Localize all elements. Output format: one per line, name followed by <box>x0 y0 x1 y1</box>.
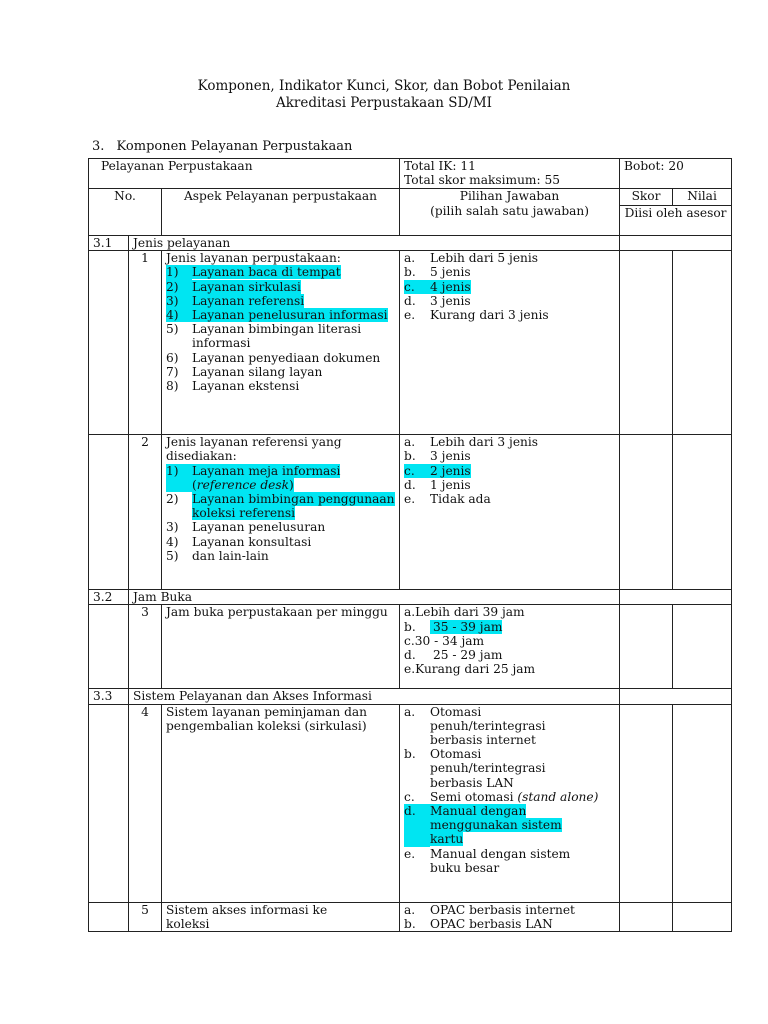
skor-cell <box>620 435 673 590</box>
section-num: 3.3 <box>89 689 129 704</box>
col-nilai: Nilai <box>673 189 732 206</box>
aspect-text: Jenis layanan perpustakaan: <box>166 251 341 266</box>
option-item: a. Lebih dari 3 jenis <box>404 435 539 450</box>
item-row-1 <box>89 251 732 435</box>
header-row-1 <box>89 159 732 189</box>
sub-item: 3) Layanan referensi <box>166 293 305 308</box>
section-num: 3.1 <box>89 236 129 251</box>
section-row-3-1 <box>89 236 732 251</box>
item-number: 5 <box>129 902 162 931</box>
sub-item: 8) Layanan ekstensi <box>166 379 300 394</box>
section-number: 3. <box>92 139 105 154</box>
section-row-3-3 <box>89 689 732 704</box>
section-title: Jam Buka <box>129 590 620 605</box>
aspect-text: Sistem akses informasi ke koleksi <box>166 902 328 931</box>
item-row-5 <box>89 902 732 931</box>
option-item: e. Manual dengan sistem buku besar <box>404 846 571 875</box>
col-no: No. <box>89 189 162 236</box>
aspect-cell <box>162 902 400 931</box>
option-item: e. Tidak ada <box>404 492 491 507</box>
options-cell <box>400 704 620 902</box>
col-skor: Skor <box>620 189 673 206</box>
aspect-cell <box>162 704 400 902</box>
item-number: 2 <box>129 435 162 590</box>
sub-item: 3) Layanan penelusuran <box>166 520 326 535</box>
option-list <box>404 705 615 875</box>
aspect-text: Sistem layanan peminjaman dan pengembalian koleksi (sirkulasi) <box>166 704 368 733</box>
item-row-3 <box>89 605 732 689</box>
option-item: e. Kurang dari 3 jenis <box>404 308 549 323</box>
section-row-3-2 <box>89 590 732 605</box>
col-pilihan <box>400 189 620 236</box>
option-item: b. Otomasi penuh/terintegrasi berbasis LAN <box>404 747 546 790</box>
sub-item: 6) Layanan penyediaan dokumen <box>166 350 381 365</box>
option-item: d. 1 jenis <box>404 477 471 492</box>
aspect-text: Jam buka perpustakaan per minggu <box>166 605 388 620</box>
options-cell <box>400 902 620 931</box>
skor-cell <box>620 605 673 689</box>
option-item: a.Lebih dari 39 jam <box>404 605 525 620</box>
option-list <box>404 435 615 506</box>
option-list <box>404 903 615 931</box>
option-item: a. Lebih dari 5 jenis <box>404 251 539 266</box>
option-item-selected: c. 2 jenis <box>404 463 471 478</box>
nilai-cell <box>673 902 732 931</box>
component-name: Pelayanan Perpustakaan <box>89 159 400 189</box>
rubric-table <box>88 158 732 932</box>
option-item: a. Otomasi penuh/terintegrasi berbasis internet <box>404 704 546 748</box>
section-title: Jenis pelayanan <box>129 236 620 251</box>
section-title: Komponen Pelayanan Perpustakaan <box>116 139 353 154</box>
sub-item: 1) Layanan meja informasi (reference desk) <box>166 463 341 492</box>
options-cell <box>400 605 620 689</box>
item-number: 4 <box>129 704 162 902</box>
section-heading <box>92 139 352 154</box>
section-title: Sistem Pelayanan dan Akses Informasi <box>129 689 620 704</box>
aspect-cell <box>162 435 400 590</box>
sub-list <box>166 265 395 393</box>
totals-cell <box>400 159 620 189</box>
col-aspek: Aspek Pelayanan perpustakaan <box>162 189 400 236</box>
bobot: Bobot: 20 <box>620 159 732 189</box>
sub-item: 4) Layanan penelusuran informasi <box>166 308 388 323</box>
skor-cell <box>620 902 673 931</box>
col-pilihan-line2: (pilih salah satu jawaban) <box>430 204 589 218</box>
nilai-cell <box>673 435 732 590</box>
aspect-cell <box>162 605 400 689</box>
sub-item: 2) Layanan bimbingan penggunaan koleksi referensi <box>166 492 395 521</box>
option-item: d. 25 - 29 jam <box>404 648 503 663</box>
sub-item: 7) Layanan silang layan <box>166 364 323 379</box>
options-cell <box>400 251 620 435</box>
item-number: 3 <box>129 605 162 689</box>
skor-cell <box>620 704 673 902</box>
sub-list <box>166 464 395 563</box>
total-skor: Total skor maksimum: 55 <box>404 173 560 187</box>
option-item: b. OPAC berbasis LAN <box>404 916 553 931</box>
sub-item: 5) dan lain-lain <box>166 548 269 563</box>
option-item: e.Kurang dari 25 jam <box>404 662 536 677</box>
options-cell <box>400 435 620 590</box>
sub-item: 4) Layanan konsultasi <box>166 534 312 549</box>
item-number: 1 <box>129 251 162 435</box>
sub-item: 1) Layanan baca di tempat <box>166 265 341 280</box>
document-title-line1: Komponen, Indikator Kunci, Skor, dan Bobot Penilaian <box>197 78 571 94</box>
aspect-text: Jenis layanan referensi yang disediakan: <box>166 435 342 464</box>
option-item: c. Semi otomasi (stand alone) <box>404 789 599 804</box>
section-num: 3.2 <box>89 590 129 605</box>
sub-item: 5) Layanan bimbingan literasi informasi <box>166 322 362 351</box>
option-item: c.30 - 34 jam <box>404 633 485 648</box>
aspect-cell <box>162 251 400 435</box>
total-ik: Total IK: 11 <box>404 159 476 173</box>
document-title-line2: Akreditasi Perpustakaan SD/MI <box>275 95 493 111</box>
option-item: b. 3 jenis <box>404 449 471 464</box>
header-row-2 <box>89 189 732 206</box>
nilai-cell <box>673 704 732 902</box>
option-item: b. 5 jenis <box>404 265 471 280</box>
col-pilihan-line1: Pilihan Jawaban <box>459 189 560 203</box>
col-diisi: Diisi oleh asesor <box>620 206 732 236</box>
option-item-selected: b. 35 - 39 jam <box>404 619 503 634</box>
option-item-selected: c. 4 jenis <box>404 279 471 294</box>
nilai-cell <box>673 251 732 435</box>
option-item-selected: d. Manual dengan menggunakan sistem kartu <box>404 804 562 847</box>
option-list <box>404 251 615 322</box>
sub-item: 2) Layanan sirkulasi <box>166 279 301 294</box>
item-row-4 <box>89 704 732 902</box>
nilai-cell <box>673 605 732 689</box>
skor-cell <box>620 251 673 435</box>
option-item: d. 3 jenis <box>404 293 471 308</box>
option-item: a. OPAC berbasis internet <box>404 902 575 917</box>
item-row-2 <box>89 435 732 590</box>
